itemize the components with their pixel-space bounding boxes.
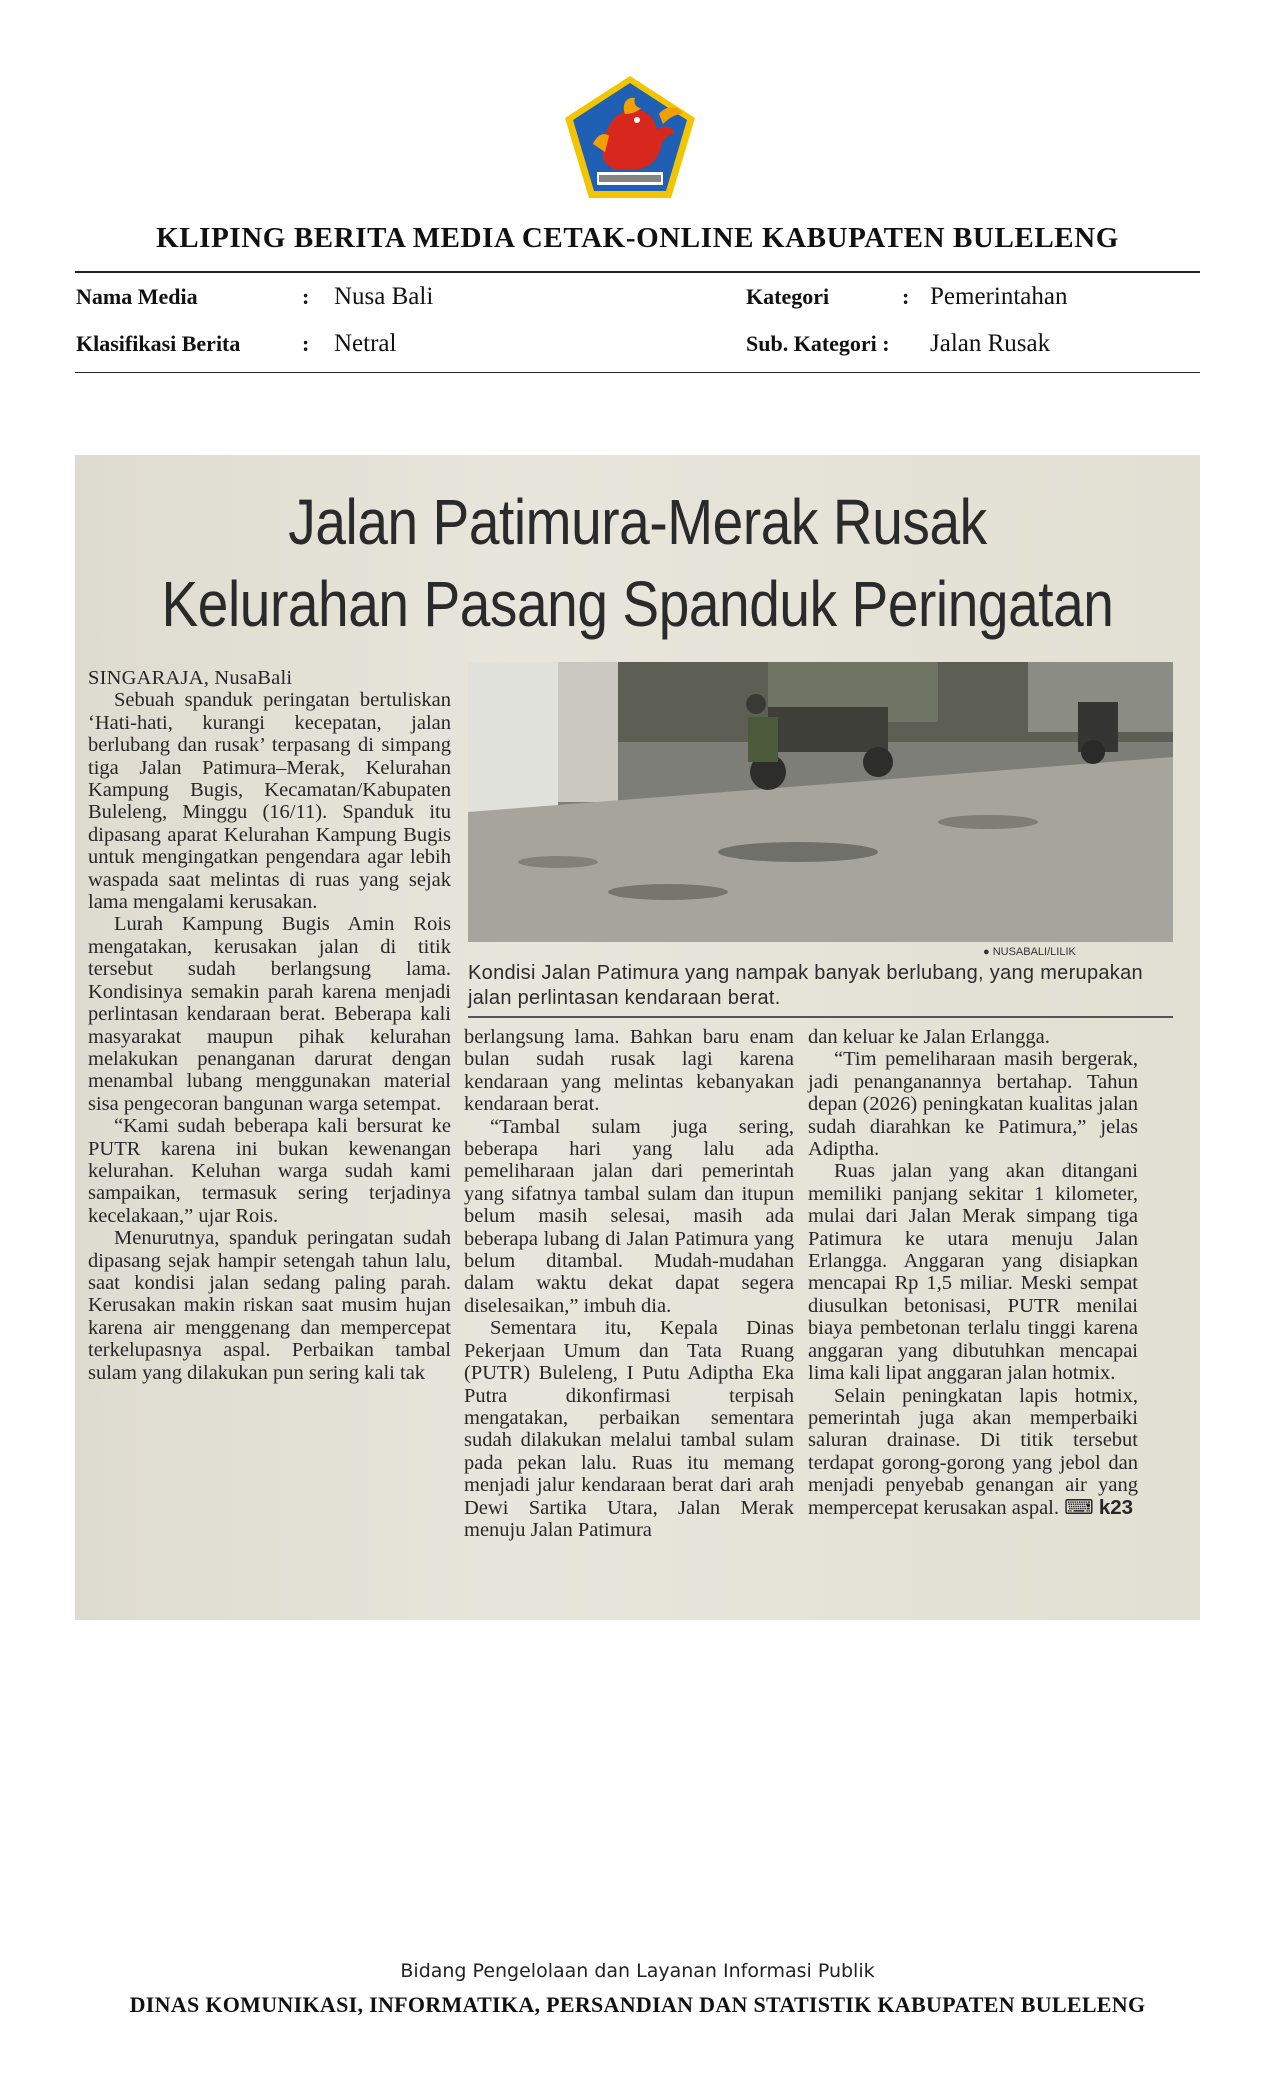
- classification-value: Netral: [334, 330, 397, 357]
- paragraph: “Tambal sulam juga sering, beberapa hari yang lalu ada pemeliharaan jalan dari pemerintah yang sifatnya tambal sulam dan itupun belum masih selesai, masih ada beberapa lubang di Jalan Patimura yang belum ditambal. Mudah-mudahan dalam waktu dekat dapat segera diselesaikan,” imbuh dia.: [464, 1115, 794, 1317]
- singa-ambara-raja-crest-icon: [563, 74, 697, 200]
- paragraph: Sementara itu, Kepala Dinas Pekerjaan Umum dan Tata Ruang (PUTR) Buleleng, I Putu Adiptha Eka Putra dikonfirmasi terpisah mengatakan, perbaikan sementara sudah dilakukan melalui tambal sulam pada pekan lalu. Ruas itu memang menjadi jalur kendaraan berat dari arah Dewi Sartika Utara, Jalan Merak menuju Jalan Patimura: [464, 1317, 794, 1541]
- meta-divider: [75, 372, 1200, 373]
- paragraph-text: Selain peningkatan lapis hotmix, pemerintah juga akan memperbaiki saluran drainase. Di titik tersebut terdapat gorong-gorong yang jebol dan menjadi penyebab genangan air yang mempercepat kerusakan aspal.: [808, 1384, 1138, 1519]
- headline-line-2: Kelurahan Pasang Spanduk Peringatan: [161, 568, 1114, 640]
- footer-subtitle: Bidang Pengelolaan dan Layanan Informasi Publik: [400, 1960, 875, 1982]
- author-signoff: k23: [1098, 1495, 1134, 1519]
- classification-colon: :: [302, 331, 310, 356]
- category-colon: :: [902, 284, 910, 309]
- typewriter-icon: ⌨: [1064, 1496, 1094, 1519]
- paragraph: “Tim pemeliharaan masih bergerak, jadi penanganannya bertahap. Tahun depan (2026) peningkatan kualitas jalan sudah diarahkan ke Patimura,” jelas Adiptha.: [808, 1048, 1138, 1161]
- paragraph: Ruas jalan yang akan ditangani memiliki panjang sekitar 1 kilometer, mulai dari Jalan Merak simpang tiga Patimura ke utara menuju Jalan Erlangga. Anggaran yang disiapkan mencapai Rp 1,5 miliar. Meski sempat diusulkan betonisasi, PUTR menilai biaya pembetonan terlalu tinggi karena anggaran yang dibutuhkan mencapai lima kali lipat anggaran jalan hotmix.: [808, 1160, 1138, 1385]
- headline-line-1: Jalan Patimura-Merak Rusak: [288, 486, 987, 558]
- paragraph: Lurah Kampung Bugis Amin Rois mengatakan, kerusakan jalan di titik tersebut sudah berlangsung lama. Kondisinya semakin parah karena menjadi perlintasan kendaraan berat. Beberapa kali masyarakat maupun pihak kelurahan melakukan penanganan darurat dengan menambal lubang menggunakan material sisa pengecoran bangunan warga setempat.: [88, 913, 451, 1115]
- newspaper-clipping: [75, 455, 1200, 1620]
- news-photo: [468, 662, 1173, 942]
- classification-label: Klasifikasi Berita: [76, 331, 241, 356]
- dateline: SINGARAJA, NusaBali: [88, 667, 293, 689]
- media-label: Nama Media: [76, 284, 198, 309]
- category-label: Kategori: [746, 284, 830, 309]
- paragraph: Menurutnya, spanduk peringatan sudah dipasang sejak hampir setengah tahun lalu, saat kondisi jalan sedang paling parah. Kerusakan makin riskan saat musim hujan karena air menggenang dan mempercepat terkelupasnya aspal. Perbaikan tambal sulam yang dilakukan pun sering kali tak: [88, 1227, 451, 1384]
- title-divider: [75, 271, 1200, 273]
- footer-agency: DINAS KOMUNIKASI, INFORMATIKA, PERSANDIAN DAN STATISTIK KABUPATEN BULELENG: [129, 1992, 1146, 2017]
- paragraph: [808, 1385, 1138, 1519]
- article-column-3: [808, 1026, 1138, 1519]
- article-column-1: [88, 667, 451, 1384]
- paragraph: dan keluar ke Jalan Erlangga.: [808, 1026, 1050, 1048]
- subcategory-label: Sub. Kategori :: [746, 331, 890, 356]
- subcategory-value: Jalan Rusak: [930, 330, 1051, 357]
- article-column-2: [464, 1026, 794, 1541]
- paragraph: Sebuah spanduk peringatan bertuliskan ‘Hati-hati, kurangi kecepatan, jalan berlubang dan rusak’ terpasang di simpang tiga Jalan Patimura–Merak, Kelurahan Kampung Bugis, Kecamatan/Kabupaten Buleleng, Minggu (16/11). Spanduk itu dipasang aparat Kelurahan Kampung Bugis untuk mengingatkan pengendara agar lebih waspada saat melintas di ruas yang sejak lama mengalami kerusakan.: [88, 689, 451, 914]
- media-colon: :: [302, 284, 310, 309]
- paragraph: berlangsung lama. Bahkan baru enam bulan sudah rusak lagi karena kendaraan yang melintas kebanyakan kendaraan berat.: [464, 1026, 794, 1116]
- media-value: Nusa Bali: [334, 283, 434, 310]
- document-title: KLIPING BERITA MEDIA CETAK-ONLINE KABUPATEN BULELENG: [156, 222, 1119, 254]
- caption-divider: [468, 1016, 1173, 1018]
- photo-credit: ● NUSABALI/LILIK: [983, 946, 1076, 958]
- paragraph: “Kami sudah beberapa kali bersurat ke PUTR karena ini bukan kewenangan kelurahan. Keluhan warga sudah kami sampaikan, termasuk sering terjadinya kecelakaan,” ujar Rois.: [88, 1115, 451, 1227]
- category-value: Pemerintahan: [930, 283, 1068, 310]
- photo-caption: Kondisi Jalan Patimura yang nampak banyak berlubang, yang merupakan jalan perlintasan kendaraan berat.: [468, 962, 1143, 1009]
